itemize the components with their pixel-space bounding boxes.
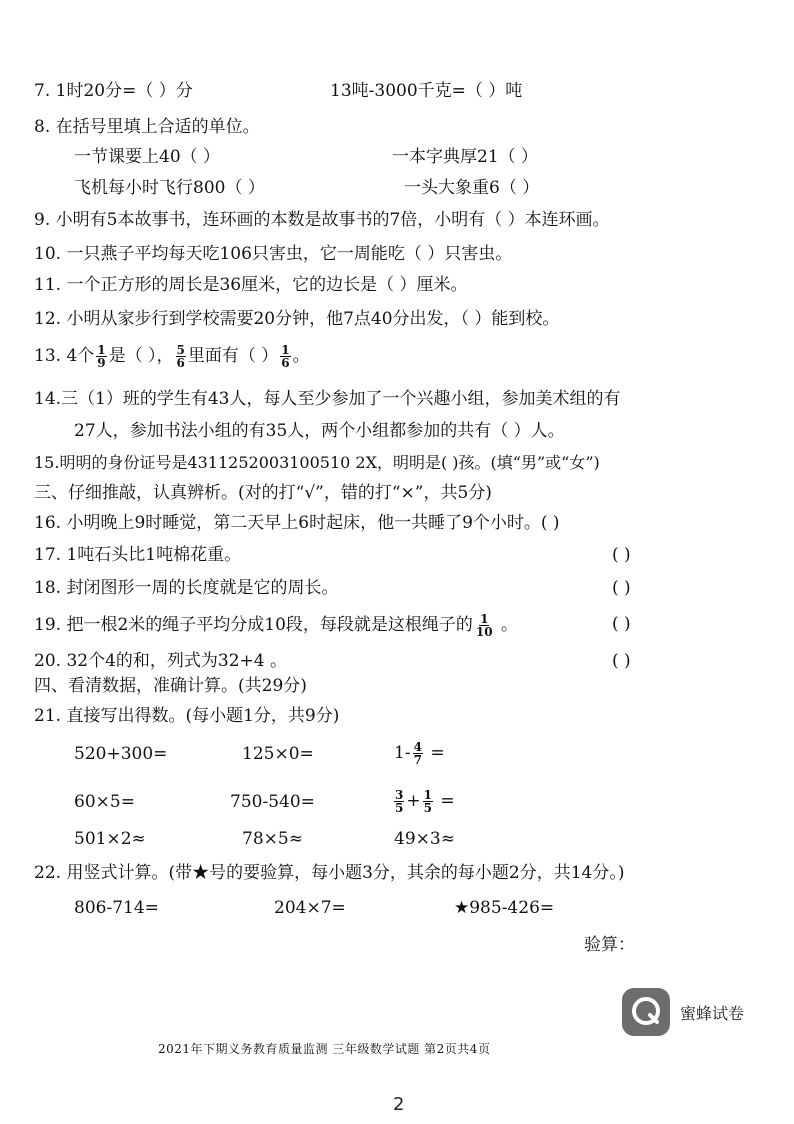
q16: 16. 小明晚上9时睡觉，第二天早上6时起床，他一共睡了9个小时。( ) (34, 513, 560, 533)
section-4-title: 四、看清数据，准确计算。(共29分) (34, 676, 307, 696)
q13 (34, 344, 310, 369)
q14-line-1: 14.三（1）班的学生有43人，每人至少参加了一个兴趣小组，参加美术组的有 (34, 389, 621, 409)
q13-fraction-2-denominator: 6 (176, 356, 185, 370)
q22-title: 22. 用竖式计算。(带★号的要验算，每小题3分，其余的每小题2分，共14分。) (34, 863, 625, 883)
calc-8: 78×5≈ (242, 829, 303, 849)
q9: 9. 小明有5本故事书，连环画的本数是故事书的7倍，小明有（ ）本连环画。 (34, 210, 610, 230)
brand-name: 蜜蜂试卷 (680, 1004, 745, 1023)
q8-item-4: 一头大象重6（ ） (404, 178, 540, 198)
q13-fraction-3 (280, 344, 290, 369)
q13-fraction-1 (96, 344, 106, 369)
q15: 15.明明的身份证号是4311252003100510 2X，明明是( )孩。(填“男”或“女”) (34, 453, 600, 472)
calc-6-suffix: = (434, 791, 455, 811)
calc-4: 60×5= (74, 792, 135, 812)
q13-text-2: 是（ ）， (108, 346, 174, 366)
q13-fraction-3-denominator: 6 (281, 356, 290, 370)
q21-title: 21. 直接写出得数。(每小题1分，共9分) (34, 706, 340, 726)
q17: 17. 1吨石头比1吨棉花重。 (34, 545, 242, 565)
q11: 11. 一个正方形的周长是36厘米，它的边长是（ ）厘米。 (34, 275, 468, 295)
vertical-calc-1: 806-714= (74, 898, 159, 918)
page-footer: 2021年下期义务教育质量监测 三年级数学试题 第2页共4页 (158, 1042, 491, 1056)
bee-logo-icon (622, 988, 670, 1036)
q13-fraction-2 (176, 344, 186, 369)
calc-3-fraction (413, 741, 423, 766)
q18: 18. 封闭图形一周的长度就是它的周长。 (34, 578, 339, 598)
calc-5: 750-540= (230, 792, 315, 812)
calc-7: 501×2≈ (74, 829, 146, 849)
q7-part-b: 13吨-3000千克=（ ）吨 (330, 81, 523, 101)
calc-6 (392, 789, 455, 814)
q8-title: 8. 在括号里填上合适的单位。 (34, 117, 260, 137)
q19-answer-parens: ( ) (612, 614, 631, 634)
q13-fraction-1-denominator: 9 (97, 356, 106, 370)
calc-6-fraction-1-numerator: 3 (395, 788, 404, 802)
q13-fraction-1-numerator: 1 (97, 343, 106, 357)
calc-6-operator: + (406, 791, 421, 811)
q13-text-3: 里面有（ ） (187, 346, 279, 366)
q13-text-1: 13. 4个 (34, 346, 95, 366)
calc-3-fraction-denominator: 7 (413, 753, 422, 767)
calc-6-fraction-2-denominator: 5 (423, 801, 432, 815)
q19-tail: 。 (495, 615, 518, 635)
calc-6-fraction-1 (394, 789, 404, 814)
q14-line-2: 27人，参加书法小组的有35人，两个小组都参加的共有（ ）人。 (74, 421, 565, 441)
calc-2: 125×0= (242, 744, 314, 764)
q20: 20. 32个4的和，列式为32+4 。 (34, 651, 287, 671)
section-3-title: 三、仔细推敲，认真辨析。(对的打“√”，错的打“×”，共5分) (34, 483, 492, 503)
q8-item-1: 一节课要上40（ ） (74, 147, 221, 167)
page-number: 2 (393, 1094, 405, 1115)
calc-3-fraction-numerator: 4 (413, 740, 422, 754)
calc-3-prefix: 1- (394, 743, 411, 763)
q8-item-3: 飞机每小时飞行800（ ） (74, 178, 265, 198)
q13-fraction-2-numerator: 5 (176, 343, 185, 357)
calc-6-fraction-1-denominator: 5 (395, 801, 404, 815)
q10: 10. 一只燕子平均每天吃106只害虫，它一周能吃（ ）只害虫。 (34, 244, 513, 264)
calc-3-suffix: = (424, 743, 445, 763)
vertical-calc-2: 204×7= (274, 898, 346, 918)
q17-answer-parens: ( ) (612, 545, 631, 565)
calc-6-fraction-2 (423, 789, 433, 814)
q8-item-2: 一本字典厚21（ ） (392, 147, 539, 167)
q7-part-a: 7. 1时20分=（ ）分 (34, 81, 193, 101)
q19-fraction-numerator: 1 (480, 612, 489, 626)
q18-answer-parens: ( ) (612, 578, 631, 598)
q19 (34, 613, 518, 638)
check-label: 验算： (584, 935, 635, 955)
q12: 12. 小明从家步行到学校需要20分钟，他7点40分出发，（ ）能到校。 (34, 309, 560, 329)
q19-fraction (475, 613, 494, 638)
calc-1: 520+300= (74, 744, 168, 764)
calc-9: 49×3≈ (394, 829, 455, 849)
q20-answer-parens: ( ) (612, 651, 631, 671)
calc-3 (394, 741, 445, 766)
vertical-calc-3: ★985-426= (454, 898, 555, 918)
q13-fraction-3-numerator: 1 (281, 343, 290, 357)
q19-text: 19. 把一根2米的绳子平均分成10段，每段就是这根绳子的 (34, 615, 473, 635)
q13-text-4: 。 (292, 346, 310, 366)
calc-6-fraction-2-numerator: 1 (423, 788, 432, 802)
q19-fraction-denominator: 10 (475, 625, 493, 639)
